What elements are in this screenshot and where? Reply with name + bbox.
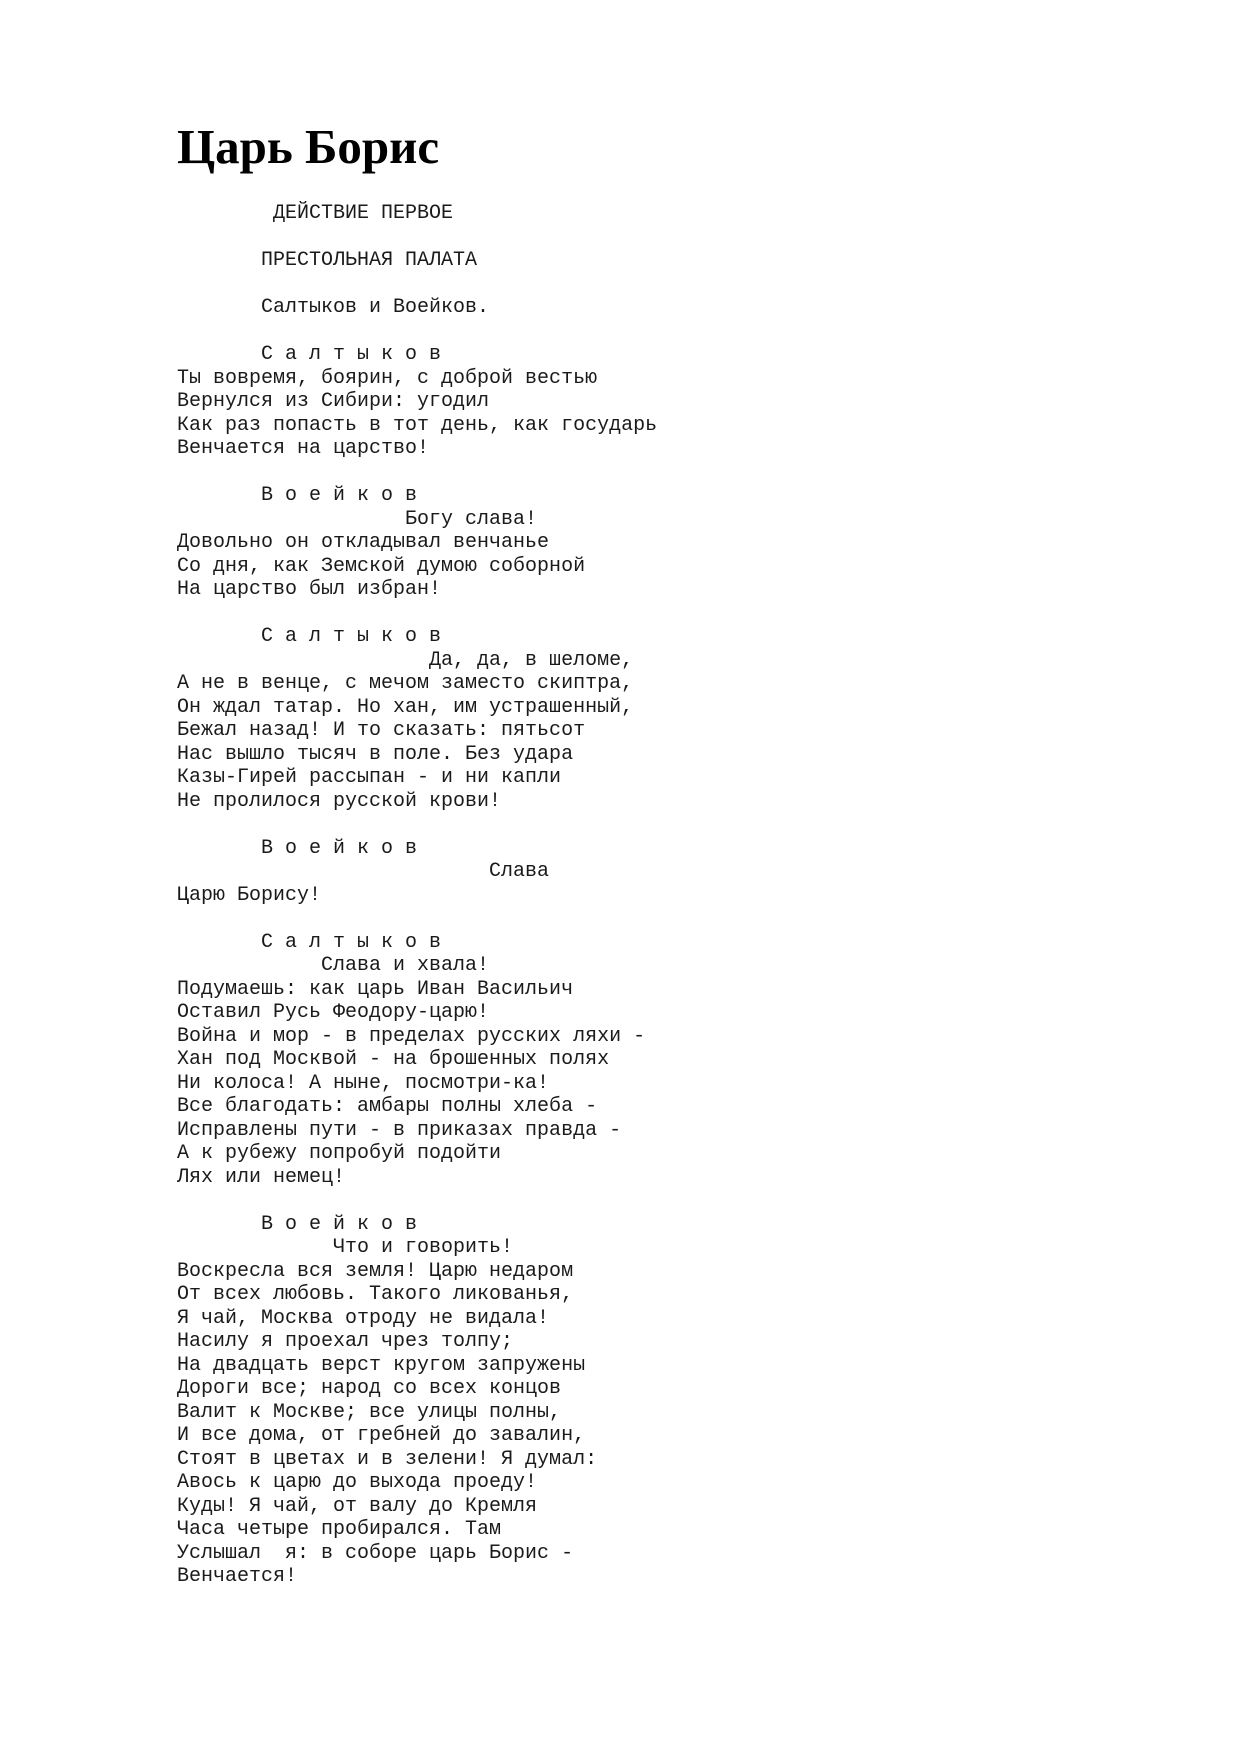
text-line: Слава и хвала! bbox=[177, 954, 490, 977]
text-line bbox=[177, 320, 657, 344]
text-line: Со дня, как Земской думою соборной bbox=[177, 554, 586, 578]
text-line: Не пролилося русской крови! bbox=[177, 789, 502, 813]
text-line bbox=[177, 273, 657, 297]
page-title: Царь Борис bbox=[177, 119, 440, 174]
text-line: Венчается! bbox=[177, 1565, 298, 1588]
text-line: Насилу я проехал чрез толпу; bbox=[177, 1330, 514, 1353]
text-line: Часа четыре пробирался. Там bbox=[177, 1518, 502, 1541]
text-line: Он ждал татар. Но хан, им устрашенный, bbox=[177, 695, 634, 719]
text-line: Оставил Русь Феодору-царю! bbox=[177, 1001, 490, 1024]
text-line: Воскресла вся земля! Царю недаром bbox=[177, 1259, 574, 1283]
play-text bbox=[177, 202, 657, 1589]
text-line: А к рубежу попробуй подойти bbox=[177, 1142, 502, 1165]
text-line: Авось к царю до выхода проеду! bbox=[177, 1471, 538, 1494]
text-line: Куды! Я чай, от валу до Кремля bbox=[177, 1494, 538, 1518]
text-line: В о е й к о в bbox=[177, 836, 418, 860]
text-line: Хан под Москвой - на брошенных полях bbox=[177, 1048, 610, 1071]
text-line: Богу слава! bbox=[177, 507, 538, 531]
text-line: В о е й к о в bbox=[177, 1212, 418, 1236]
text-line: На двадцать верст кругом запружены bbox=[177, 1353, 586, 1377]
text-line: С а л т ы к о в bbox=[177, 930, 442, 954]
text-line bbox=[177, 226, 657, 250]
text-line bbox=[177, 813, 657, 837]
text-line bbox=[177, 1189, 657, 1213]
text-line: А не в венце, с мечом заместо скиптра, bbox=[177, 672, 634, 695]
text-line: Салтыков и Воейков. bbox=[177, 296, 490, 319]
text-line: С а л т ы к о в bbox=[177, 343, 442, 366]
text-line: Подумаешь: как царь Иван Васильич bbox=[177, 977, 574, 1001]
text-line: Стоят в цветах и в зелени! Я думал: bbox=[177, 1447, 598, 1471]
text-line: Ни колоса! А ныне, посмотри-ка! bbox=[177, 1071, 550, 1095]
text-line: Бежал назад! И то сказать: пятьсот bbox=[177, 719, 586, 742]
text-line: Казы-Гирей рассыпан - и ни капли bbox=[177, 766, 562, 789]
text-line: Валит к Москве; все улицы полны, bbox=[177, 1400, 562, 1424]
text-line: И все дома, от гребней до завалин, bbox=[177, 1424, 586, 1447]
text-line: Все благодать: амбары полны хлеба - bbox=[177, 1095, 598, 1118]
text-line: ПРЕСТОЛЬНАЯ ПАЛАТА bbox=[177, 249, 478, 272]
text-line: Нас вышло тысяч в поле. Без удара bbox=[177, 742, 574, 766]
text-line: От всех любовь. Такого ликованья, bbox=[177, 1283, 574, 1306]
text-line: ДЕЙСТВИЕ ПЕРВОЕ bbox=[177, 202, 454, 225]
text-line: В о е й к о в bbox=[177, 484, 418, 507]
text-line: Как раз попасть в тот день, как государь bbox=[177, 413, 658, 437]
text-line bbox=[177, 461, 657, 485]
text-line bbox=[177, 907, 657, 931]
text-line: Дороги все; народ со всех концов bbox=[177, 1377, 562, 1400]
text-line: Венчается на царство! bbox=[177, 437, 430, 460]
text-line: Вернулся из Сибири: угодил bbox=[177, 390, 490, 413]
text-line: Исправлены пути - в приказах правда - bbox=[177, 1118, 622, 1142]
text-line: Что и говорить! bbox=[177, 1236, 514, 1259]
text-line: Война и мор - в пределах русских ляхи - bbox=[177, 1024, 646, 1048]
text-line: Лях или немец! bbox=[177, 1165, 346, 1189]
text-line: Ты вовремя, боярин, с доброй вестью bbox=[177, 366, 598, 390]
text-line bbox=[177, 602, 657, 626]
text-line: С а л т ы к о в bbox=[177, 625, 442, 648]
text-line: Да, да, в шеломе, bbox=[177, 648, 634, 672]
text-line: Я чай, Москва отроду не видала! bbox=[177, 1306, 550, 1330]
text-line: На царство был избран! bbox=[177, 578, 442, 601]
text-line: Услышал я: в соборе царь Борис - bbox=[177, 1541, 574, 1565]
text-line: Слава bbox=[177, 860, 550, 883]
text-line: Довольно он откладывал венчанье bbox=[177, 531, 550, 554]
text-line: Царю Борису! bbox=[177, 883, 322, 907]
